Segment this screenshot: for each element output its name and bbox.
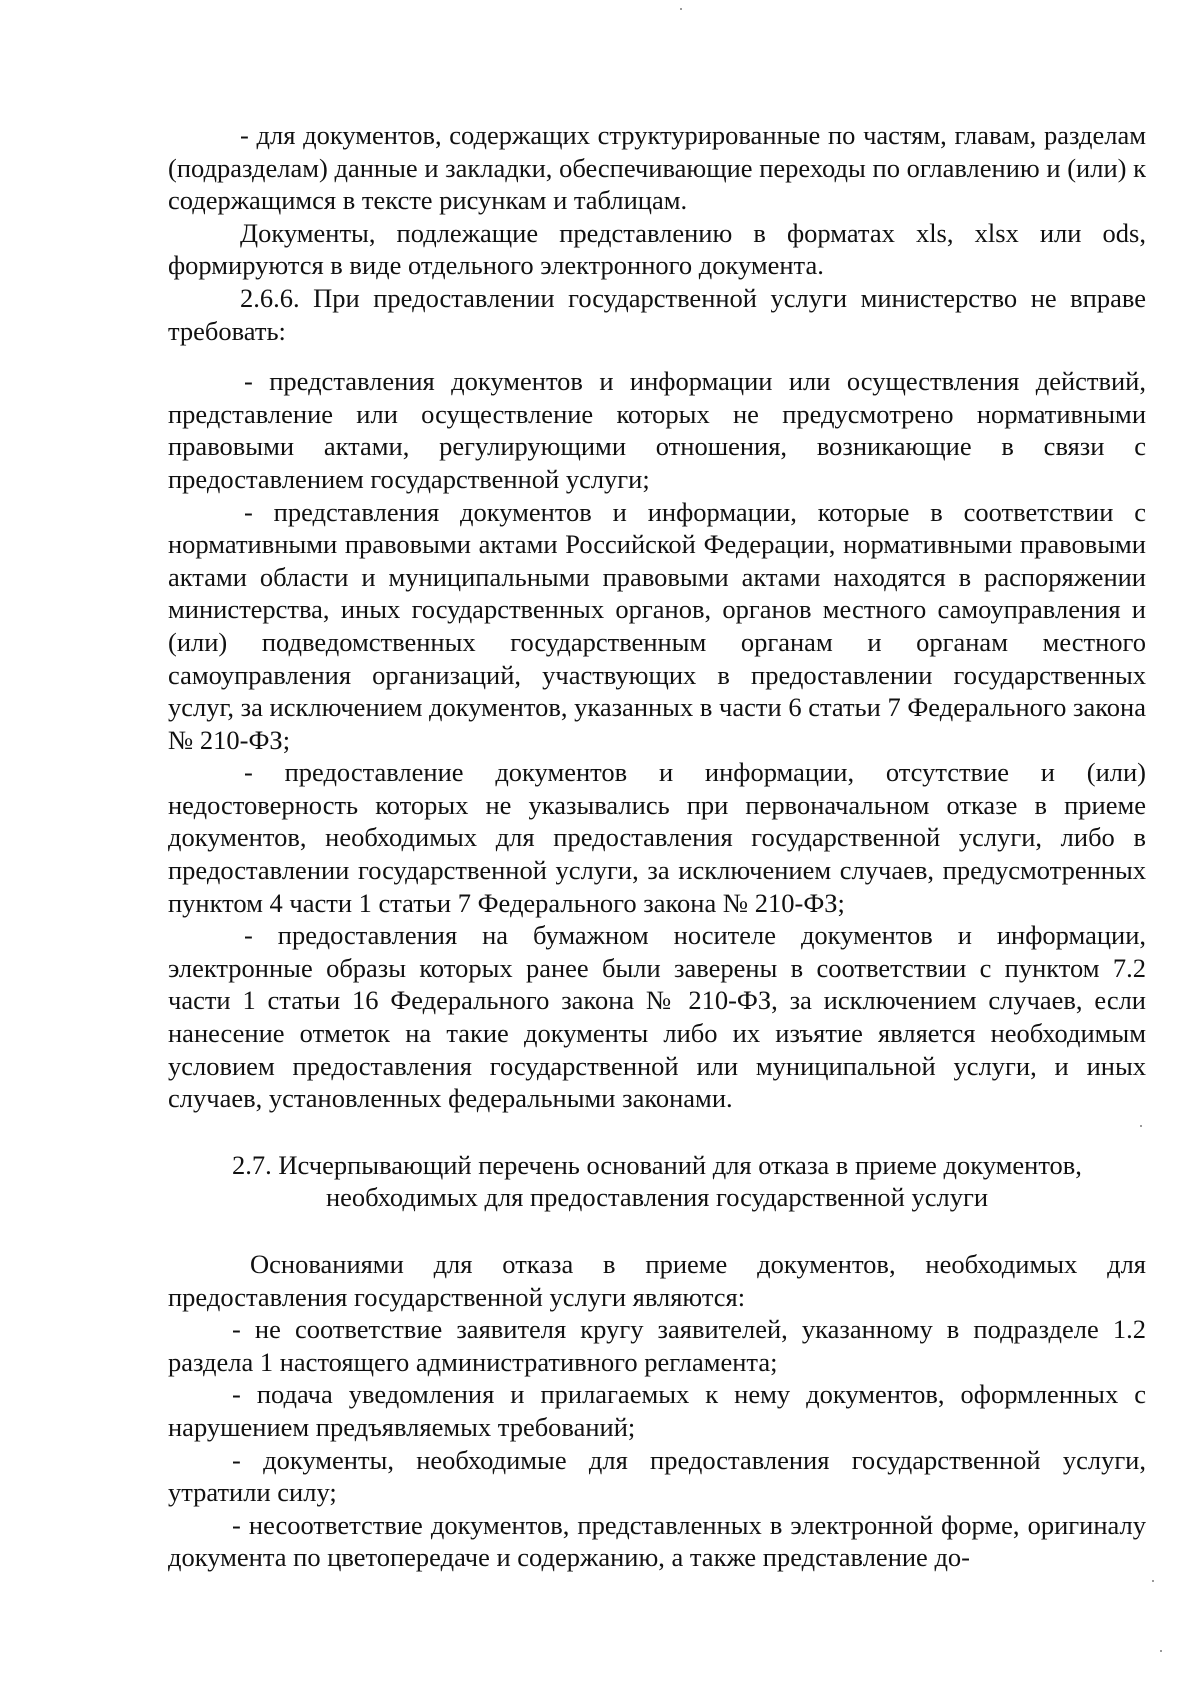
spacer — [168, 347, 1146, 365]
scan-speck — [1160, 1650, 1162, 1652]
paragraph-grounds: Основаниями для отказа в приеме документов, необходимых для предоставления государственной услуги являются: — [168, 1249, 1146, 1312]
list-item-2: - представления документов и информации, которые в соответствии с нормативными правовыми актами Российской Федерации, нормативными правовыми актами области и муниципальными правовыми актами находятся в распоряжении министерства, иных государственных органов, органов местного самоуправления и (или) подведомственных государственным органам и органам местного самоуправления организаций, участвующих в предоставлении государственных услуг, за исключением документов, указанных в части 6 статьи 7 Федерального закона № 210-ФЗ; — [168, 496, 1146, 755]
ground-item-1: - не соответствие заявителя кругу заявителей, указанному в подразделе 1.2 раздела 1 настоящего административного регламента; — [168, 1314, 1146, 1377]
scan-speck — [680, 8, 682, 10]
paragraph-structured-docs: - для документов, содержащих структурированные по частям, главам, разделам (подразделам) данные и закладки, обеспечивающие переходы по оглавлению и (или) к содержащимся в тексте рисункам и таблицам. — [168, 120, 1146, 216]
paragraph-formats: Документы, подлежащие представлению в форматах xls, xlsx или ods, формируются в виде отдельного электронного документа. — [168, 217, 1146, 281]
document-body — [168, 119, 1146, 1574]
list-item-3: - предоставление документов и информации, отсутствие и (или) недостоверность которых не указывались при первоначальном отказе в приеме документов, необходимых для предоставления государственной услуги, либо в предоставлении государственной услуги, за исключением случаев, предусмотренных пунктом 4 части 1 статьи 7 Федерального закона № 210-ФЗ; — [168, 757, 1146, 918]
heading-line-2: необходимых для предоставления государственной услуги — [325, 1182, 989, 1213]
ground-item-2: - подача уведомления и прилагаемых к нему документов, оформленных с нарушением предъявляемых требований; — [168, 1379, 1146, 1442]
spacer — [168, 1214, 1146, 1248]
heading-line-1: 2.7. Исчерпывающий перечень оснований для отказа в приеме документов, — [232, 1149, 1082, 1180]
scan-speck — [1152, 1580, 1154, 1582]
ground-item-3: - документы, необходимые для предоставления государственной услуги, утратили силу; — [168, 1444, 1146, 1508]
list-item-1: - представления документов и информации или осуществления действий, представление или осуществление которых не предусмотрено нормативными правовыми актами, регулирующими отношения, возникающие в связи с предоставлением государственной услуги; — [168, 366, 1146, 494]
section-heading-2-7 — [168, 1149, 1146, 1214]
paragraph-2-6-6: 2.6.6. При предоставлении государственной услуги министерство не вправе требовать: — [168, 282, 1146, 346]
list-item-4: - предоставления на бумажном носителе документов и информации, электронные образы которых ранее были заверены в соответствии с пунктом 7.2 части 1 статьи 16 Федерального закона № 210-ФЗ, за исключением случаев, если нанесение отметок на такие документы либо их изъятие является необходимым условием предоставления государственной или муниципальной услуги, и иных случаев, установленных федеральными законами. — [168, 920, 1146, 1114]
scan-speck — [1140, 1125, 1142, 1127]
spacer — [168, 1115, 1146, 1149]
ground-item-4: - несоответствие документов, представленных в электронной форме, оригиналу документа по цветопередаче и содержанию, а также представление до- — [168, 1509, 1146, 1573]
